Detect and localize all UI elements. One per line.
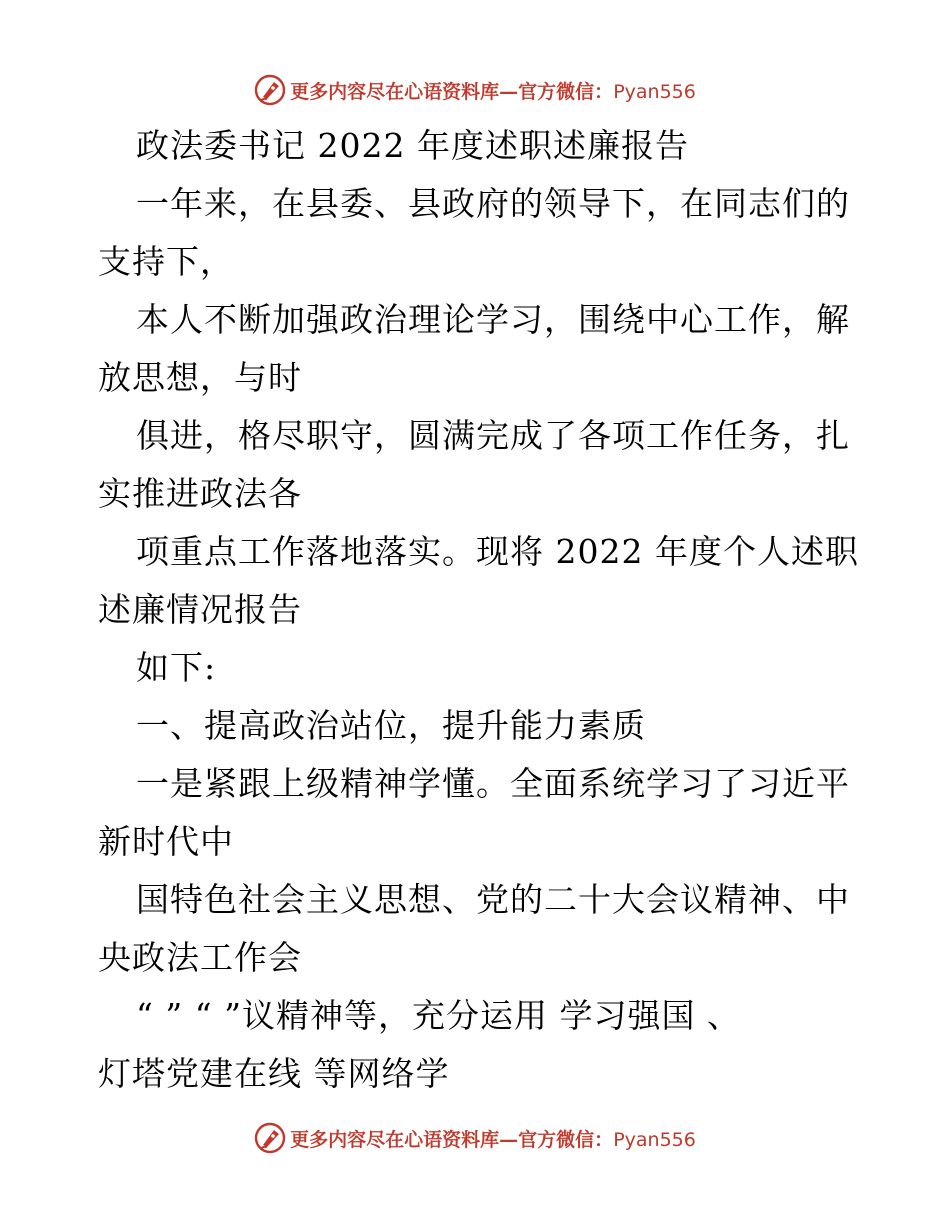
banner-separator: — <box>499 80 519 103</box>
paragraph-line: 实推进政法各 <box>98 474 302 513</box>
paragraph-line: 央政法工作会 <box>98 938 302 977</box>
banner-text <box>290 1125 696 1152</box>
paragraph-line: 本人不断加强政治理论学习，围绕中心工作，解 <box>136 300 850 339</box>
pen-nib-logo-icon <box>254 74 286 106</box>
banner-brand-text: 更多内容尽在心语资料库 <box>290 80 500 103</box>
paragraph-line: 放思想，与时 <box>98 358 302 397</box>
banner-separator: — <box>499 1128 519 1151</box>
paragraph-line: “ ” “ ”议精神等，充分运用 学习强国 、 <box>136 996 741 1035</box>
paragraph-line: 一是紧跟上级精神学懂。全面系统学习了习近平 <box>136 764 850 803</box>
header-watermark-banner <box>0 70 950 110</box>
paragraph-line: 国特色社会主义思想、党的二十大会议精神、中 <box>136 880 850 919</box>
paragraph-line: 项重点工作落地落实。现将 2022 年度个人述职 <box>136 532 859 571</box>
paragraph-line: 灯塔党建在线 等网络学 <box>98 1054 450 1093</box>
banner-wechat-label: 官方微信： <box>518 80 614 103</box>
paragraph-line: 一年来，在县委、县政府的领导下，在同志们的 <box>136 184 850 223</box>
paragraph-line: 如下: <box>136 648 217 687</box>
banner-brand-text: 更多内容尽在心语资料库 <box>290 1128 500 1151</box>
banner-wechat-id: Pyan556 <box>613 1128 696 1151</box>
section-heading: 一、提高政治站位，提升能力素质 <box>136 706 646 745</box>
paragraph-line: 新时代中 <box>98 822 234 861</box>
banner-wechat-id: Pyan556 <box>613 80 696 103</box>
pen-nib-logo-icon <box>254 1122 286 1154</box>
paragraph-line: 支持下， <box>98 242 234 281</box>
footer-watermark-banner <box>0 1118 950 1158</box>
document-body <box>98 117 858 1103</box>
banner-text <box>290 77 696 104</box>
paragraph-line: 述廉情况报告 <box>98 590 302 629</box>
document-title: 政法委书记 2022 年度述职述廉报告 <box>136 126 689 165</box>
paragraph-line: 俱进，格尽职守，圆满完成了各项工作任务，扎 <box>136 416 850 455</box>
banner-wechat-label: 官方微信： <box>518 1128 614 1151</box>
